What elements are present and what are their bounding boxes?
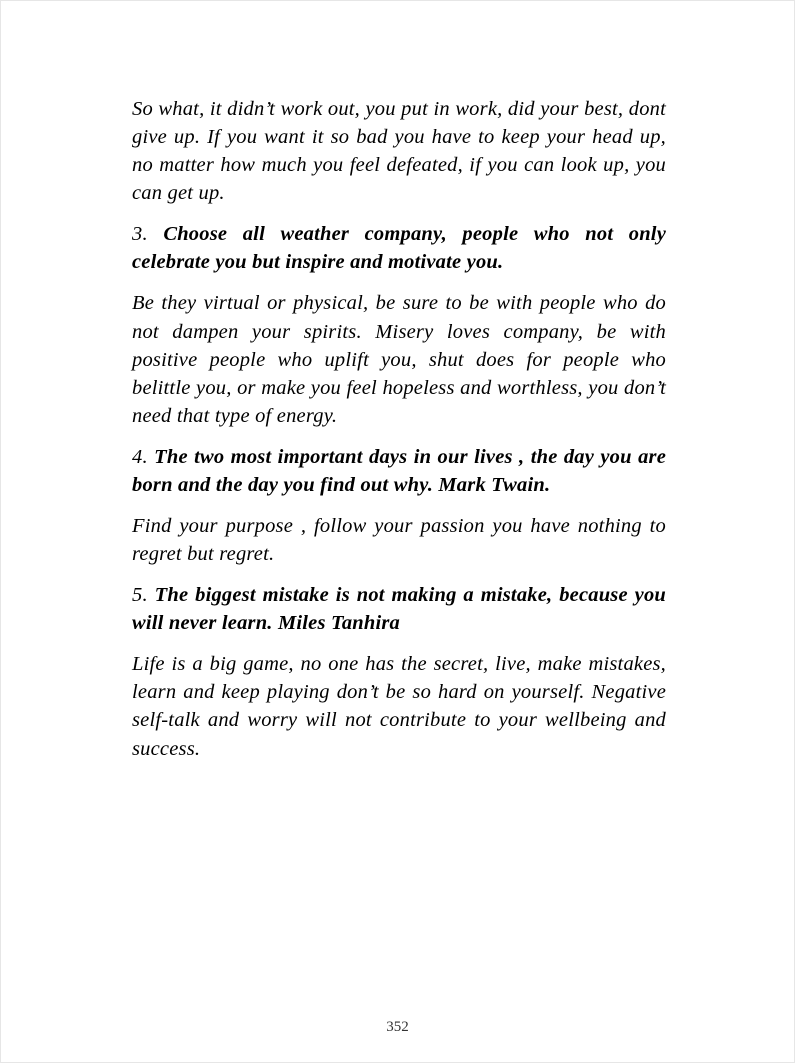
body-paragraph: Be they virtual or physical, be sure to be with people who do not dampen your spirits. Misery loves company, be with positive people who uplift you, shut does for people who belittle you, or make you feel hopeless and worthless, you don’t need that type of energy. — [132, 292, 666, 427]
body-paragraph: Life is a big game, no one has the secret, live, make mistakes, learn and keep playing don’t be so hard on yourself. Negative self-talk and worry will not contribute to your wellbeing and success. — [132, 653, 666, 760]
heading-number: 5. — [132, 584, 148, 607]
page-content — [132, 95, 666, 763]
heading-text: Choose all weather company, people who not only celebrate you but inspire and motivate you. — [132, 223, 666, 274]
heading-text: The two most important days in our lives , the day you are born and the day you find out why. Mark Twain. — [132, 445, 667, 496]
heading-text: The biggest mistake is not making a mistake, because you will never learn. Miles Tanhira — [132, 584, 666, 635]
heading-item-4 — [132, 443, 666, 499]
heading-item-3 — [132, 220, 666, 276]
body-paragraph: Find your purpose , follow your passion you have nothing to regret but regret. — [132, 515, 666, 566]
page-number: 352 — [386, 1019, 409, 1035]
body-paragraph: So what, it didn’t work out, you put in work, did your best, dont give up. If you want it so bad you have to keep your head up, no matter how much you feel defeated, if you can look up, you can get up. — [132, 98, 666, 205]
heading-number: 3. — [132, 223, 148, 246]
heading-number: 4. — [132, 445, 148, 468]
heading-item-5 — [132, 581, 666, 637]
